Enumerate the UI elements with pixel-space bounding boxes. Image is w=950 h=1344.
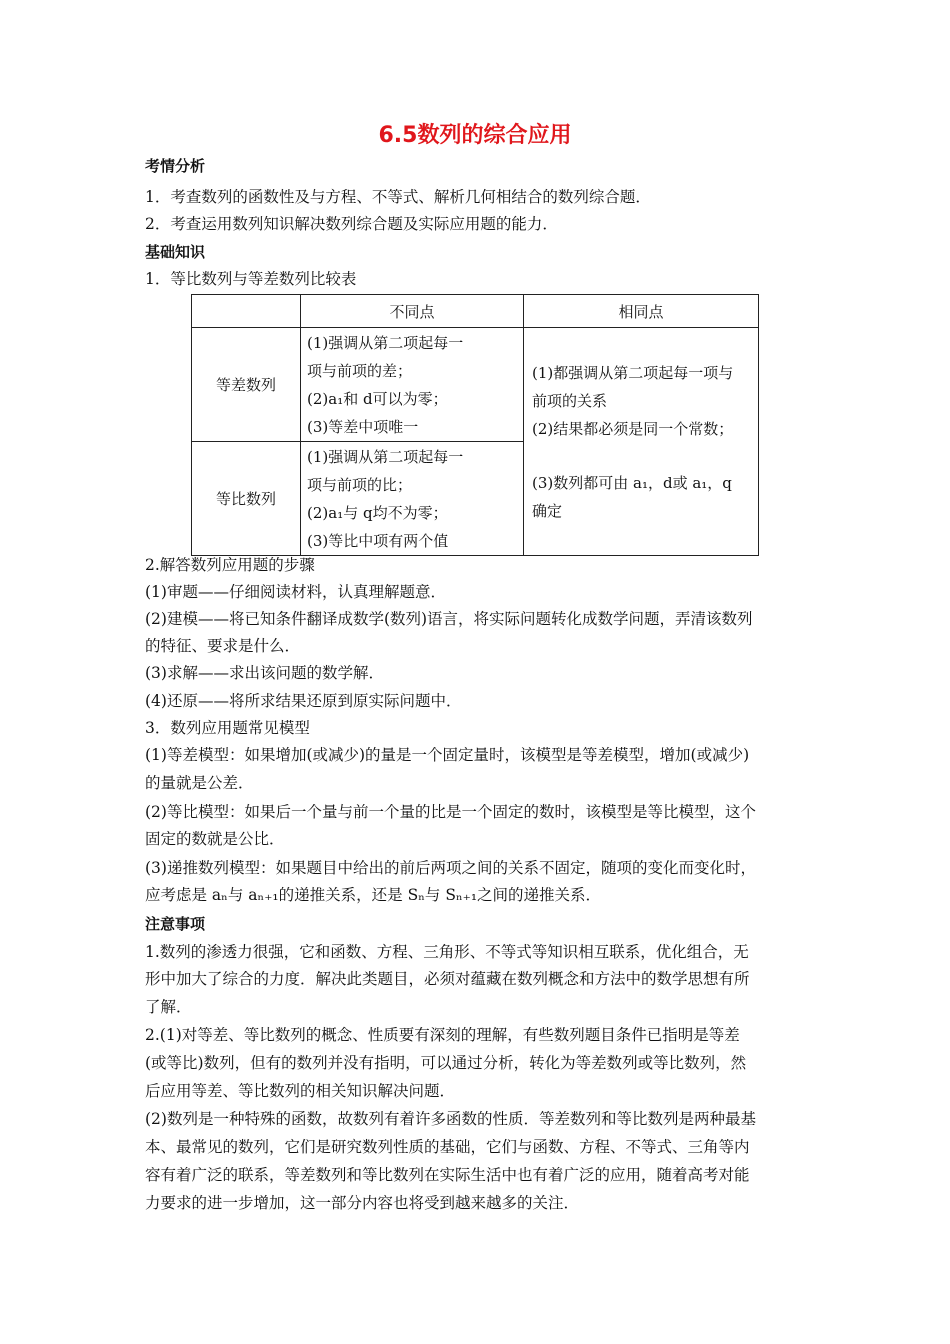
comparison-table bbox=[191, 294, 759, 556]
notes-line: 本、最常见的数列，它们是研究数列性质的基础，它们与函数、方程、不等式、三角等内 bbox=[145, 1138, 750, 1156]
notes-line: 后应用等差、等比数列的相关知识解决问题． bbox=[145, 1082, 456, 1100]
cell-line: 项与前项的差； bbox=[307, 361, 413, 380]
notes-line: (或等比)数列，但有的数列并没有指明，可以通过分析，转化为等差数列或等比数列，然 bbox=[145, 1054, 747, 1072]
cell-line: 项与前项的比； bbox=[307, 475, 413, 494]
cell-line: (2)结果都必须是同一个常数； bbox=[532, 419, 734, 438]
models-title: 3．数列应用题常见模型 bbox=[145, 719, 310, 737]
models-line: 固定的数就是公比． bbox=[145, 830, 285, 848]
exam-line-1: 1．考查数列的函数性及与方程、不等式、解析几何相结合的数列综合题． bbox=[145, 188, 651, 206]
steps-line: (3)求解——求出该问题的数学解． bbox=[145, 664, 384, 682]
models-line: 应考虑是 aₙ与 aₙ₊₁的递推关系，还是 Sₙ与 Sₙ₊₁之间的递推关系． bbox=[145, 886, 602, 904]
table-header-diff: 不同点 bbox=[301, 295, 524, 328]
steps-line: 的特征、要求是什么． bbox=[145, 637, 301, 655]
cell-line: (2)a₁与 q均不为零； bbox=[307, 503, 448, 522]
table-caption: 1．等比数列与等差数列比较表 bbox=[145, 270, 357, 288]
notes-line: 1.数列的渗透力很强，它和函数、方程、三角形、不等式等知识相互联系，优化组合，无 bbox=[145, 943, 749, 961]
steps-title: 2.解答数列应用题的步骤 bbox=[145, 556, 315, 574]
cell-line: (3)等差中项唯一 bbox=[307, 417, 419, 436]
models-line: 的量就是公差． bbox=[145, 774, 254, 792]
heading-basic-knowledge: 基础知识 bbox=[145, 243, 206, 261]
arithmetic-diff-cell bbox=[301, 328, 524, 442]
notes-line: 了解． bbox=[145, 998, 192, 1016]
exam-line-2: 2．考查运用数列知识解决数列综合题及实际应用题的能力． bbox=[145, 215, 558, 233]
cell-line: (1)都强调从第二项起每一项与 bbox=[532, 363, 734, 382]
notes-line: 容有着广泛的联系，等差数列和等比数列在实际生活中也有着广泛的应用，随着高考对能 bbox=[145, 1166, 750, 1184]
models-line: (3)递推数列模型：如果题目中给出的前后两项之间的关系不固定，随项的变化而变化时， bbox=[145, 859, 756, 877]
table-header-same: 相同点 bbox=[524, 295, 759, 328]
steps-line: (4)还原——将所求结果还原到原实际问题中． bbox=[145, 692, 462, 710]
same-points-cell bbox=[524, 328, 759, 556]
cell-line: (2)a₁和 d可以为零； bbox=[307, 389, 448, 408]
heading-exam-analysis: 考情分析 bbox=[145, 157, 206, 175]
cell-line: 前项的关系 bbox=[532, 391, 608, 410]
row-label-geometric: 等比数列 bbox=[192, 442, 301, 556]
row-label-arithmetic: 等差数列 bbox=[192, 328, 301, 442]
cell-line: 确定 bbox=[532, 501, 563, 520]
steps-line: (2)建模——将已知条件翻译成数学(数列)语言，将实际问题转化成数学问题，弄清该数列 bbox=[145, 610, 753, 628]
notes-line: 2.(1)对等差、等比数列的概念、性质要有深刻的理解，有些数列题目条件已指明是等差 bbox=[145, 1026, 740, 1044]
page-title: 6.5数列的综合应用 bbox=[378, 123, 572, 148]
notes-line: 力要求的进一步增加，这一部分内容也将受到越来越多的关注． bbox=[145, 1194, 580, 1212]
cell-line: (3)数列都可由 a₁，d或 a₁，q bbox=[532, 473, 732, 492]
notes-line: 形中加大了综合的力度．解决此类题目，必须对蕴藏在数列概念和方法中的数学思想有所 bbox=[145, 970, 750, 988]
models-line: (2)等比模型：如果后一个量与前一个量的比是一个固定的数时，该模型是等比模型，这个 bbox=[145, 803, 756, 821]
steps-line: (1)审题——仔细阅读材料，认真理解题意． bbox=[145, 583, 446, 601]
heading-notes: 注意事项 bbox=[145, 915, 206, 933]
cell-line: (3)等比中项有两个值 bbox=[307, 531, 449, 550]
notes-line: (2)数列是一种特殊的函数，故数列有着许多函数的性质．等差数列和等比数列是两种最基 bbox=[145, 1110, 756, 1128]
cell-line: (1)强调从第二项起每一 bbox=[307, 447, 464, 466]
cell-line: (1)强调从第二项起每一 bbox=[307, 333, 464, 352]
geometric-diff-cell bbox=[301, 442, 524, 556]
models-line: (1)等差模型：如果增加(或减少)的量是一个固定量时，该模型是等差模型，增加(或减少) bbox=[145, 746, 750, 764]
table-header-empty bbox=[192, 295, 301, 328]
